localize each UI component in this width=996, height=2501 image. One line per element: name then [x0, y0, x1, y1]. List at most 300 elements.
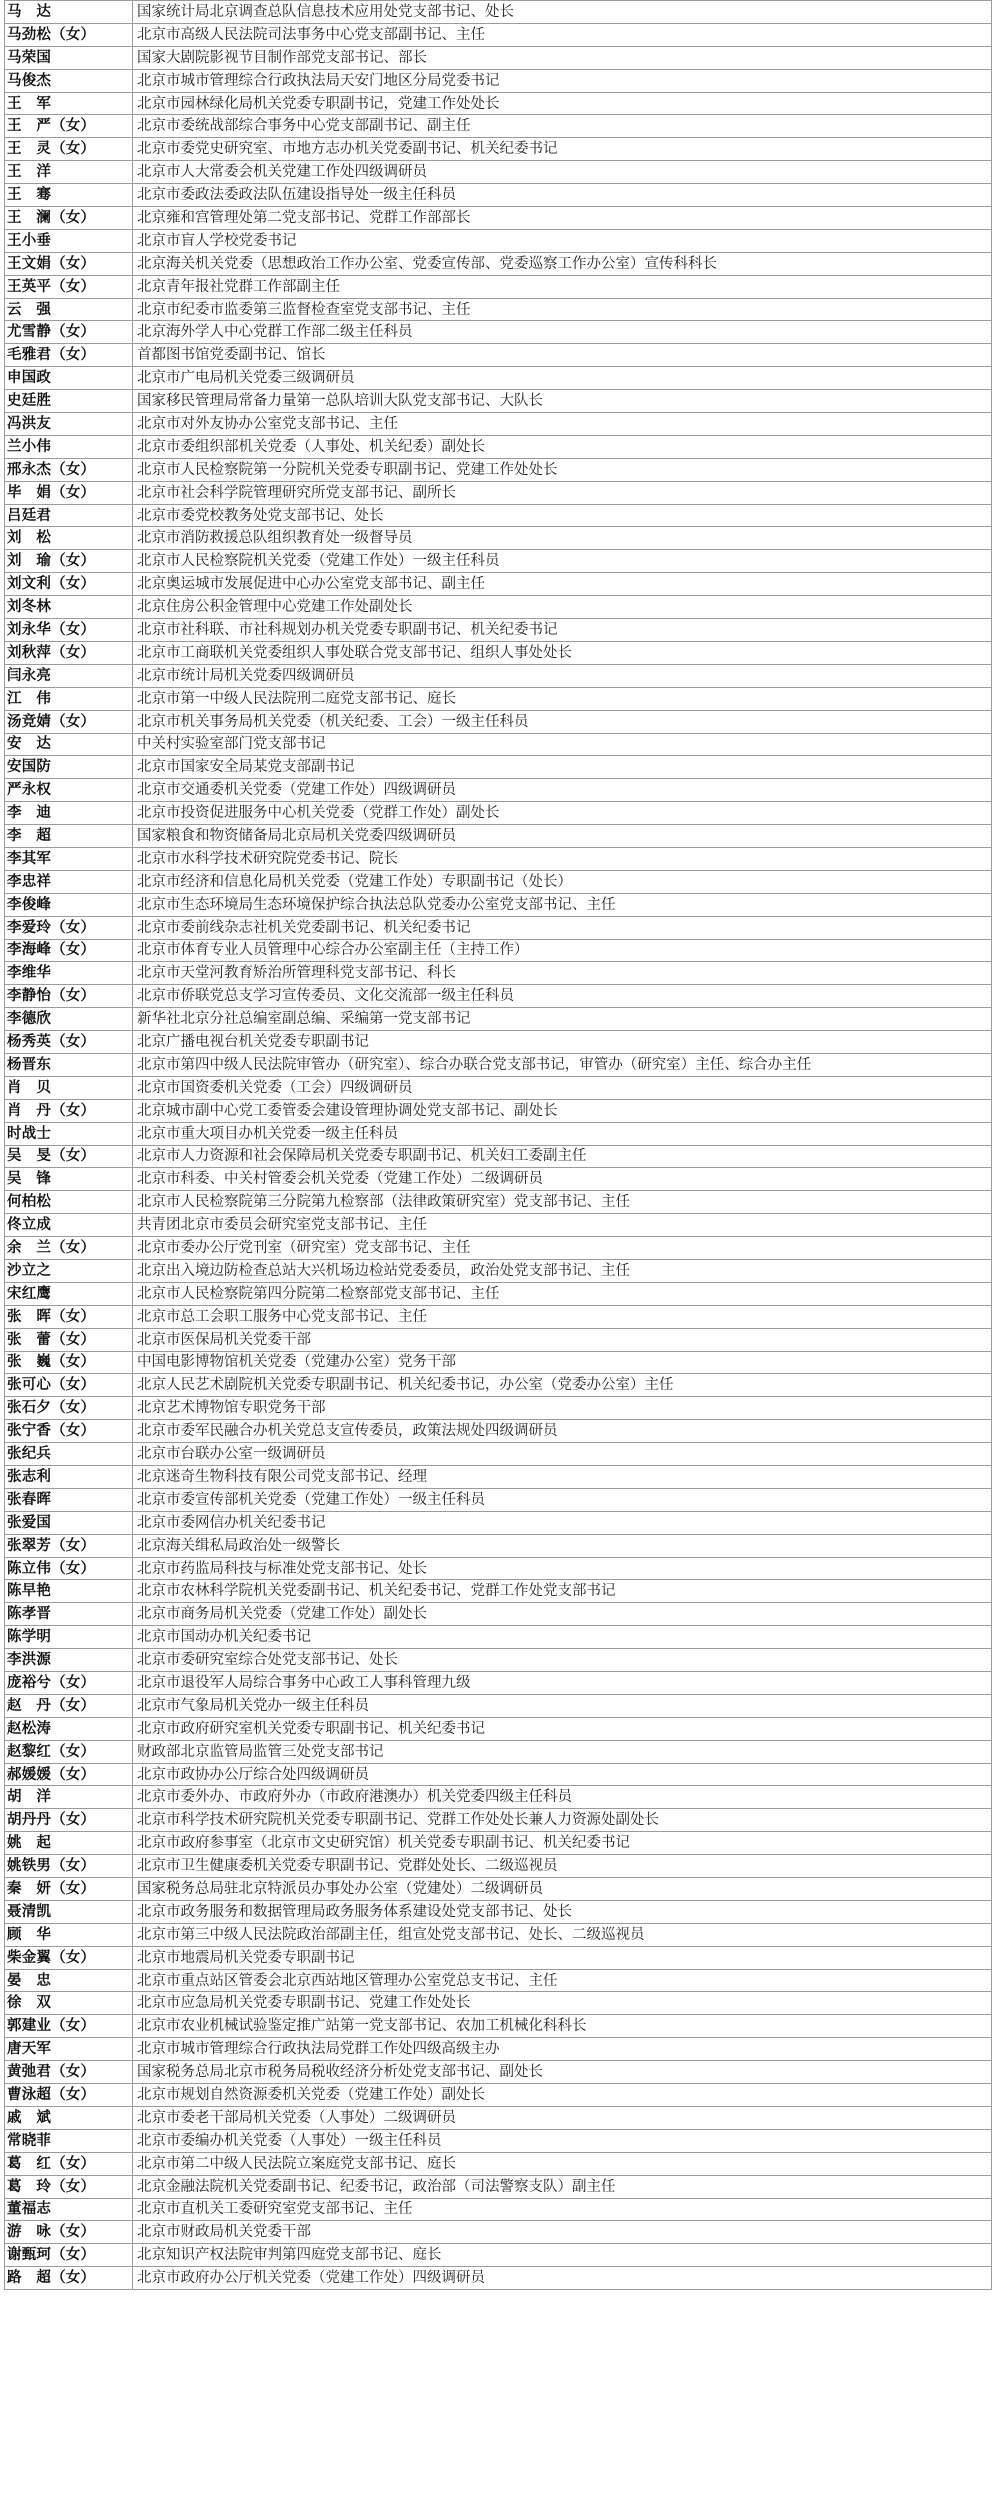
table-row [5, 138, 992, 161]
person-name: 汤竞婧（女） [5, 710, 133, 733]
person-name: 沙立之 [5, 1259, 133, 1282]
table-row [5, 390, 992, 413]
person-position: 北京市委办公厅党刊室（研究室）党支部书记、主任 [133, 1237, 992, 1260]
table-row [5, 1534, 992, 1557]
person-name: 陈早艳 [5, 1580, 133, 1603]
table-row [5, 2221, 992, 2244]
person-name: 江 伟 [5, 687, 133, 710]
person-position: 北京市城市管理综合行政执法局天安门地区分局党委书记 [133, 69, 992, 92]
person-name: 柴金翼（女） [5, 1946, 133, 1969]
person-position: 北京市水科学技术研究院党委书记、院长 [133, 847, 992, 870]
person-position: 北京出入境边防检查总站大兴机场边检站党委委员，政治处党支部书记、主任 [133, 1259, 992, 1282]
person-position: 北京市委军民融合办机关党总支宣传委员，政策法规处四级调研员 [133, 1420, 992, 1443]
table-row [5, 1466, 992, 1489]
person-name: 张翠芳（女） [5, 1534, 133, 1557]
table-row [5, 2015, 992, 2038]
person-name: 王 严（女） [5, 115, 133, 138]
table-row [5, 1786, 992, 1809]
table-row [5, 1305, 992, 1328]
person-position: 北京市卫生健康委机关党委专职副书记、党群处处长、二级巡视员 [133, 1855, 992, 1878]
person-position: 北京市社会科学院管理研究所党支部书记、副所长 [133, 481, 992, 504]
table-row [5, 1855, 992, 1878]
table-row [5, 1878, 992, 1901]
table-row [5, 2152, 992, 2175]
table-row [5, 1374, 992, 1397]
table-row [5, 1900, 992, 1923]
person-position: 北京市天堂河教育矫治所管理科党支部书记、科长 [133, 962, 992, 985]
person-name: 刘 瑜（女） [5, 550, 133, 573]
table-row [5, 1, 992, 24]
person-name: 王小垂 [5, 229, 133, 252]
table-row [5, 1008, 992, 1031]
person-name: 黄弛君（女） [5, 2061, 133, 2084]
person-name: 张石夕（女） [5, 1397, 133, 1420]
roster-body [5, 1, 992, 2290]
person-position: 北京市政府参事室（北京市文史研究馆）机关党委专职副书记、机关纪委书记 [133, 1832, 992, 1855]
person-name: 李静怡（女） [5, 985, 133, 1008]
person-name: 李俊峰 [5, 893, 133, 916]
table-row [5, 161, 992, 184]
person-position: 北京市城市管理综合行政执法局党群工作处四级高级主办 [133, 2038, 992, 2061]
person-position: 北京广播电视台机关党委专职副书记 [133, 1031, 992, 1054]
person-position: 北京市机关事务局机关党委（机关纪委、工会）一级主任科员 [133, 710, 992, 733]
person-position: 北京市经济和信息化局机关党委（党建工作处）专职副书记（处长） [133, 870, 992, 893]
person-name: 顾 华 [5, 1923, 133, 1946]
person-position: 北京市国动办机关纪委书记 [133, 1626, 992, 1649]
table-row [5, 1946, 992, 1969]
person-position: 北京市财政局机关党委干部 [133, 2221, 992, 2244]
person-name: 马 达 [5, 1, 133, 24]
table-row [5, 69, 992, 92]
person-name: 董福志 [5, 2198, 133, 2221]
person-position: 北京市委组织部机关党委（人事处、机关纪委）副处长 [133, 435, 992, 458]
person-position: 北京市人大常委会机关党建工作处四级调研员 [133, 161, 992, 184]
person-name: 何柏松 [5, 1191, 133, 1214]
person-name: 晏 忠 [5, 1969, 133, 1992]
person-name: 杨秀英（女） [5, 1031, 133, 1054]
table-row [5, 1626, 992, 1649]
table-row [5, 779, 992, 802]
person-name: 佟立成 [5, 1214, 133, 1237]
table-row [5, 481, 992, 504]
person-position: 北京市应急局机关党委专职副书记、党建工作处处长 [133, 1992, 992, 2015]
person-position: 北京市科学技术研究院机关党委专职副书记、党群工作处处长兼人力资源处副处长 [133, 1809, 992, 1832]
person-position: 北京市规划自然资源委机关党委（党建工作处）副处长 [133, 2084, 992, 2107]
table-row [5, 2061, 992, 2084]
table-row [5, 596, 992, 619]
person-position: 国家税务总局驻北京特派员办事处办公室（党建处）二级调研员 [133, 1878, 992, 1901]
person-position: 北京市体育专业人员管理中心综合办公室副主任（主持工作） [133, 939, 992, 962]
table-row [5, 1557, 992, 1580]
table-row [5, 1740, 992, 1763]
table-row [5, 92, 992, 115]
person-position: 北京市对外友协办公室党支部书记、主任 [133, 413, 992, 436]
person-name: 李其军 [5, 847, 133, 870]
table-row [5, 825, 992, 848]
person-position: 北京市委研究室综合处党支部书记、处长 [133, 1649, 992, 1672]
person-position: 北京知识产权法院审判第四庭党支部书记、庭长 [133, 2244, 992, 2267]
table-row [5, 435, 992, 458]
person-name: 张春晖 [5, 1488, 133, 1511]
person-name: 尤雪静（女） [5, 321, 133, 344]
person-name: 李维华 [5, 962, 133, 985]
person-position: 北京市农林科学院机关党委副书记、机关纪委书记、党群工作处党支部书记 [133, 1580, 992, 1603]
person-position: 北京市生态环境局生态环境保护综合执法总队党委办公室党支部书记、主任 [133, 893, 992, 916]
person-name: 谢甄珂（女） [5, 2244, 133, 2267]
table-row [5, 1099, 992, 1122]
person-position: 北京市药监局科技与标准处党支部书记、处长 [133, 1557, 992, 1580]
person-name: 杨晋东 [5, 1053, 133, 1076]
roster-table [4, 0, 992, 2290]
person-name: 葛 红（女） [5, 2152, 133, 2175]
person-name: 张 晖（女） [5, 1305, 133, 1328]
person-position: 新华社北京分社总编室副总编、采编第一党支部书记 [133, 1008, 992, 1031]
person-name: 李忠祥 [5, 870, 133, 893]
person-position: 北京住房公积金管理中心党建工作处副处长 [133, 596, 992, 619]
table-row [5, 985, 992, 1008]
table-row [5, 1282, 992, 1305]
person-position: 北京市重大项目办机关党委一级主任科员 [133, 1122, 992, 1145]
table-row [5, 1259, 992, 1282]
table-row [5, 184, 992, 207]
person-position: 北京市社科联、市社科规划办机关党委专职副书记、机关纪委书记 [133, 619, 992, 642]
table-row [5, 1511, 992, 1534]
table-row [5, 1580, 992, 1603]
person-name: 李 超 [5, 825, 133, 848]
person-position: 北京市国家安全局某党支部副书记 [133, 756, 992, 779]
person-position: 北京市委党史研究室、市地方志办机关党委副书记、机关纪委书记 [133, 138, 992, 161]
person-position: 北京市人民检察院第一分院机关党委专职副书记、党建工作处处长 [133, 458, 992, 481]
person-name: 戚 斌 [5, 2106, 133, 2129]
person-name: 徐 双 [5, 1992, 133, 2015]
table-row [5, 413, 992, 436]
person-position: 北京金融法院机关党委副书记、纪委书记，政治部（司法警察支队）副主任 [133, 2175, 992, 2198]
table-row [5, 710, 992, 733]
person-name: 安国防 [5, 756, 133, 779]
person-name: 云 强 [5, 298, 133, 321]
person-name: 张纪兵 [5, 1443, 133, 1466]
person-position: 北京市委网信办机关纪委书记 [133, 1511, 992, 1534]
table-row [5, 1672, 992, 1695]
person-name: 胡丹丹（女） [5, 1809, 133, 1832]
person-position: 北京市广电局机关党委三级调研员 [133, 367, 992, 390]
person-name: 赵黎红（女） [5, 1740, 133, 1763]
table-row [5, 344, 992, 367]
person-name: 赵 丹（女） [5, 1694, 133, 1717]
person-name: 余 兰（女） [5, 1237, 133, 1260]
table-row [5, 2244, 992, 2267]
person-position: 北京市台联办公室一级调研员 [133, 1443, 992, 1466]
person-position: 北京市工商联机关党委组织人事处联合党支部书记、组织人事处处长 [133, 641, 992, 664]
person-name: 郭建业（女） [5, 2015, 133, 2038]
table-row [5, 962, 992, 985]
table-row [5, 2198, 992, 2221]
person-position: 北京市委政法委政法队伍建设指导处一级主任科员 [133, 184, 992, 207]
table-row [5, 1992, 992, 2015]
person-position: 中关村实验室部门党支部书记 [133, 733, 992, 756]
person-position: 国家税务总局北京市税务局税收经济分析处党支部书记、副处长 [133, 2061, 992, 2084]
person-name: 李德欣 [5, 1008, 133, 1031]
table-row [5, 367, 992, 390]
person-position: 财政部北京监管局监管三处党支部书记 [133, 1740, 992, 1763]
person-position: 国家大剧院影视节目制作部党支部书记、部长 [133, 46, 992, 69]
table-row [5, 1443, 992, 1466]
person-position: 北京市国资委机关党委（工会）四级调研员 [133, 1076, 992, 1099]
table-row [5, 1969, 992, 1992]
person-name: 宋红鹰 [5, 1282, 133, 1305]
person-name: 王英平（女） [5, 275, 133, 298]
person-position: 北京市人力资源和社会保障局机关党委专职副书记、机关妇工委副主任 [133, 1145, 992, 1168]
table-row [5, 115, 992, 138]
person-name: 刘 松 [5, 527, 133, 550]
person-name: 赵松涛 [5, 1717, 133, 1740]
person-position: 北京雍和宫管理处第二党支部书记、党群工作部部长 [133, 207, 992, 230]
person-position: 北京城市副中心党工委管委会建设管理协调处党支部书记、副处长 [133, 1099, 992, 1122]
person-name: 闫永亮 [5, 664, 133, 687]
table-row [5, 252, 992, 275]
person-position: 国家移民管理局常备力量第一总队培训大队党支部书记、大队长 [133, 390, 992, 413]
table-row [5, 1031, 992, 1054]
person-name: 毕 娟（女） [5, 481, 133, 504]
person-position: 北京市总工会职工服务中心党支部书记、主任 [133, 1305, 992, 1328]
table-row [5, 847, 992, 870]
person-name: 胡 洋 [5, 1786, 133, 1809]
person-position: 北京市委老干部局机关党委（人事处）二级调研员 [133, 2106, 992, 2129]
table-row [5, 550, 992, 573]
person-name: 时战士 [5, 1122, 133, 1145]
person-position: 北京市投资促进服务中心机关党委（党群工作处）副处长 [133, 802, 992, 825]
person-name: 马俊杰 [5, 69, 133, 92]
person-name: 李海峰（女） [5, 939, 133, 962]
person-name: 姚 起 [5, 1832, 133, 1855]
table-row [5, 1145, 992, 1168]
table-row [5, 1763, 992, 1786]
person-position: 北京市第四中级人民法院审管办（研究室）、综合办联合党支部书记，审管办（研究室）主任、综合办主任 [133, 1053, 992, 1076]
person-position: 北京市委前线杂志社机关党委副书记、机关纪委书记 [133, 916, 992, 939]
person-name: 李洪源 [5, 1649, 133, 1672]
person-position: 北京市人民检察院机关党委（党建工作处）一级主任科员 [133, 550, 992, 573]
person-position: 北京市退役军人局综合事务中心政工人事科管理九级 [133, 1672, 992, 1695]
table-row [5, 23, 992, 46]
person-position: 北京人民艺术剧院机关党委专职副书记、机关纪委书记，办公室（党委办公室）主任 [133, 1374, 992, 1397]
person-position: 共青团北京市委员会研究室党支部书记、主任 [133, 1214, 992, 1237]
person-position: 北京青年报社党群工作部副主任 [133, 275, 992, 298]
person-position: 北京迷奇生物科技有限公司党支部书记、经理 [133, 1466, 992, 1489]
person-name: 肖 贝 [5, 1076, 133, 1099]
table-row [5, 229, 992, 252]
table-row [5, 1694, 992, 1717]
table-row [5, 1923, 992, 1946]
person-position: 北京市高级人民法院司法事务中心党支部副书记、主任 [133, 23, 992, 46]
table-row [5, 1832, 992, 1855]
table-row [5, 1122, 992, 1145]
table-row [5, 802, 992, 825]
table-row [5, 893, 992, 916]
person-position: 北京市直机关工委研究室党支部书记、主任 [133, 2198, 992, 2221]
person-position: 北京市消防救援总队组织教育处一级督导员 [133, 527, 992, 550]
person-name: 王文娟（女） [5, 252, 133, 275]
person-name: 葛 玲（女） [5, 2175, 133, 2198]
person-position: 北京市第三中级人民法院政治部副主任，组宣处党支部书记、处长、二级巡视员 [133, 1923, 992, 1946]
person-name: 史廷胜 [5, 390, 133, 413]
person-name: 聂清凯 [5, 1900, 133, 1923]
person-name: 常晓菲 [5, 2129, 133, 2152]
person-name: 刘冬林 [5, 596, 133, 619]
table-row [5, 641, 992, 664]
table-row [5, 939, 992, 962]
person-position: 北京艺术博物馆专职党务干部 [133, 1397, 992, 1420]
person-name: 曹泳超（女） [5, 2084, 133, 2107]
person-name: 张志利 [5, 1466, 133, 1489]
person-position: 北京市政府办公厅机关党委（党建工作处）四级调研员 [133, 2267, 992, 2290]
person-name: 郝媛媛（女） [5, 1763, 133, 1786]
table-row [5, 298, 992, 321]
table-row [5, 527, 992, 550]
person-name: 陈孝晋 [5, 1603, 133, 1626]
person-name: 秦 妍（女） [5, 1878, 133, 1901]
person-position: 北京市园林绿化局机关党委专职副书记，党建工作处处长 [133, 92, 992, 115]
person-name: 游 咏（女） [5, 2221, 133, 2244]
person-position: 北京海外学人中心党群工作部二级主任科员 [133, 321, 992, 344]
person-name: 冯洪友 [5, 413, 133, 436]
person-name: 张 巍（女） [5, 1351, 133, 1374]
person-position: 北京市气象局机关党办一级主任科员 [133, 1694, 992, 1717]
table-row [5, 2267, 992, 2290]
person-position: 北京市政务服务和数据管理局政务服务体系建设处党支部书记、处长 [133, 1900, 992, 1923]
table-row [5, 1351, 992, 1374]
table-row [5, 458, 992, 481]
table-row [5, 870, 992, 893]
table-row [5, 1717, 992, 1740]
person-name: 王 骞 [5, 184, 133, 207]
person-position: 北京市委编办机关党委（人事处）一级主任科员 [133, 2129, 992, 2152]
table-row [5, 1420, 992, 1443]
person-position: 北京市政府研究室机关党委专职副书记、机关纪委书记 [133, 1717, 992, 1740]
table-row [5, 1328, 992, 1351]
person-position: 北京市统计局机关党委四级调研员 [133, 664, 992, 687]
person-position: 北京市盲人学校党委书记 [133, 229, 992, 252]
table-row [5, 1076, 992, 1099]
table-row [5, 1191, 992, 1214]
person-name: 刘秋萍（女） [5, 641, 133, 664]
table-row [5, 2084, 992, 2107]
person-name: 唐天军 [5, 2038, 133, 2061]
person-name: 陈立伟（女） [5, 1557, 133, 1580]
person-name: 庞裕兮（女） [5, 1672, 133, 1695]
table-row [5, 321, 992, 344]
person-position: 北京市地震局机关党委专职副书记 [133, 1946, 992, 1969]
table-row [5, 756, 992, 779]
table-row [5, 733, 992, 756]
person-name: 路 超（女） [5, 2267, 133, 2290]
person-position: 北京市纪委市监委第三监督检查室党支部书记、主任 [133, 298, 992, 321]
person-position: 北京市重点站区管委会北京西站地区管理办公室党总支书记、主任 [133, 1969, 992, 1992]
table-row [5, 1214, 992, 1237]
person-name: 王 灵（女） [5, 138, 133, 161]
person-name: 张爱国 [5, 1511, 133, 1534]
person-position: 北京市委外办、市政府外办（市政府港澳办）机关党委四级主任科员 [133, 1786, 992, 1809]
table-row [5, 504, 992, 527]
person-name: 李爱玲（女） [5, 916, 133, 939]
table-row [5, 2129, 992, 2152]
person-position: 北京市政协办公厅综合处四级调研员 [133, 1763, 992, 1786]
person-name: 申国政 [5, 367, 133, 390]
table-row [5, 1168, 992, 1191]
person-name: 吕廷君 [5, 504, 133, 527]
person-name: 李 迪 [5, 802, 133, 825]
person-position: 北京海关机关党委（思想政治工作办公室、党委宣传部、党委巡察工作办公室）宣传科科长 [133, 252, 992, 275]
table-row [5, 1649, 992, 1672]
table-row [5, 619, 992, 642]
person-position: 首都图书馆党委副书记、馆长 [133, 344, 992, 367]
person-name: 姚铁男（女） [5, 1855, 133, 1878]
person-position: 中国电影博物馆机关党委（党建办公室）党务干部 [133, 1351, 992, 1374]
person-name: 刘文利（女） [5, 573, 133, 596]
person-position: 北京市委统战部综合事务中心党支部副书记、副主任 [133, 115, 992, 138]
person-position: 北京奥运城市发展促进中心办公室党支部书记、副主任 [133, 573, 992, 596]
person-name: 马劲松（女） [5, 23, 133, 46]
person-name: 邢永杰（女） [5, 458, 133, 481]
person-position: 北京市科委、中关村管委会机关党委（党建工作处）二级调研员 [133, 1168, 992, 1191]
person-position: 北京市第二中级人民法院立案庭党支部书记、庭长 [133, 2152, 992, 2175]
person-position: 北京市委宣传部机关党委（党建工作处）一级主任科员 [133, 1488, 992, 1511]
person-name: 吴 锋 [5, 1168, 133, 1191]
person-name: 严永权 [5, 779, 133, 802]
person-name: 马荣国 [5, 46, 133, 69]
person-position: 北京市交通委机关党委（党建工作处）四级调研员 [133, 779, 992, 802]
person-name: 安 达 [5, 733, 133, 756]
person-position: 北京市商务局机关党委（党建工作处）副处长 [133, 1603, 992, 1626]
person-position: 北京市医保局机关党委干部 [133, 1328, 992, 1351]
person-name: 陈学明 [5, 1626, 133, 1649]
person-position: 北京海关缉私局政治处一级警长 [133, 1534, 992, 1557]
table-row [5, 2175, 992, 2198]
person-position: 国家统计局北京调查总队信息技术应用处党支部书记、处长 [133, 1, 992, 24]
person-name: 刘永华（女） [5, 619, 133, 642]
table-row [5, 1603, 992, 1626]
person-name: 张可心（女） [5, 1374, 133, 1397]
person-position: 北京市第一中级人民法院刑二庭党支部书记、庭长 [133, 687, 992, 710]
table-row [5, 1053, 992, 1076]
table-row [5, 687, 992, 710]
table-row [5, 2038, 992, 2061]
person-name: 王 澜（女） [5, 207, 133, 230]
table-row [5, 2106, 992, 2129]
person-name: 王 军 [5, 92, 133, 115]
table-row [5, 207, 992, 230]
person-name: 肖 丹（女） [5, 1099, 133, 1122]
table-row [5, 664, 992, 687]
person-name: 毛雅君（女） [5, 344, 133, 367]
table-row [5, 1488, 992, 1511]
person-name: 王 洋 [5, 161, 133, 184]
person-name: 吴 旻（女） [5, 1145, 133, 1168]
person-name: 张 蕾（女） [5, 1328, 133, 1351]
person-position: 北京市农业机械试验鉴定推广站第一党支部书记、农加工机械化科科长 [133, 2015, 992, 2038]
person-name: 张宁香（女） [5, 1420, 133, 1443]
table-row [5, 1809, 992, 1832]
person-position: 国家粮食和物资储备局北京局机关党委四级调研员 [133, 825, 992, 848]
person-position: 北京市侨联党总支学习宣传委员、文化交流部一级主任科员 [133, 985, 992, 1008]
table-row [5, 1237, 992, 1260]
table-row [5, 275, 992, 298]
table-row [5, 1397, 992, 1420]
person-position: 北京市人民检察院第四分院第二检察部党支部书记、主任 [133, 1282, 992, 1305]
table-row [5, 573, 992, 596]
person-position: 北京市人民检察院第三分院第九检察部（法律政策研究室）党支部书记、主任 [133, 1191, 992, 1214]
table-row [5, 916, 992, 939]
table-row [5, 46, 992, 69]
